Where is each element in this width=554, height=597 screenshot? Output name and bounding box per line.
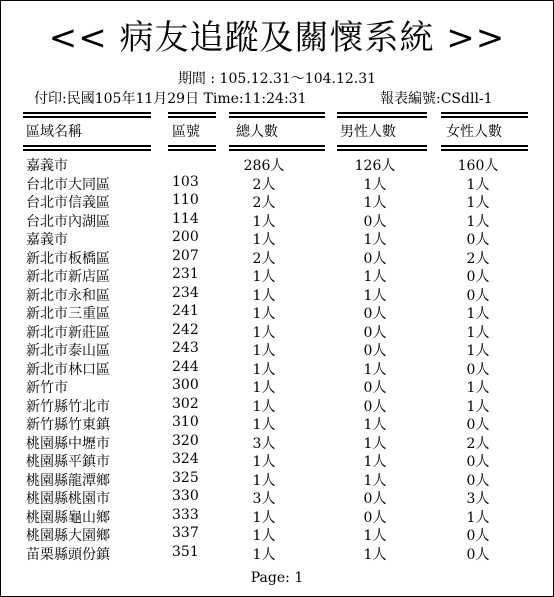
header-total-count: 總人數	[236, 124, 278, 140]
rule-top-female-2	[441, 116, 528, 118]
region-name-cell: 新北市新店區	[26, 269, 110, 285]
total-count-cell: 1人	[252, 398, 276, 415]
region-code-cell: 200	[172, 229, 199, 245]
total-count-cell: 2人	[252, 176, 276, 193]
table-row	[0, 174, 554, 193]
total-count-cell: 1人	[252, 343, 276, 359]
male-count-cell: 0人	[363, 324, 387, 341]
total-count-cell: 1人	[252, 306, 276, 322]
region-code-cell: 231	[172, 266, 199, 282]
region-name-cell: 新北市三重區	[26, 306, 110, 322]
table-row	[0, 266, 554, 285]
table-row	[0, 451, 554, 470]
rule-top-code-2	[168, 116, 216, 118]
region-code-cell: 337	[172, 525, 199, 541]
total-count-cell: 286人	[243, 158, 285, 174]
region-name-cell: 新竹縣竹北市	[26, 398, 110, 415]
female-count-cell: 0人	[466, 361, 490, 378]
male-count-cell: 1人	[363, 195, 387, 211]
region-code-cell: 300	[172, 377, 199, 393]
total-count-cell: 3人	[252, 435, 276, 452]
female-count-cell: 0人	[466, 269, 490, 285]
female-count-cell: 3人	[466, 491, 490, 507]
region-code-cell: 110	[172, 192, 199, 208]
female-count-cell: 160人	[457, 158, 499, 174]
male-count-cell: 1人	[363, 269, 387, 285]
region-name-cell: 新竹縣竹東鎮	[26, 417, 110, 433]
female-count-cell: 1人	[466, 306, 490, 322]
region-name-cell: 台北市信義區	[26, 195, 110, 211]
table-row	[0, 340, 554, 359]
rule-bottom-name-1	[23, 145, 151, 147]
table-row	[0, 414, 554, 433]
total-count-cell: 1人	[252, 213, 276, 230]
male-count-cell: 0人	[363, 491, 387, 507]
report-code: 報表編號:CSdll-1	[380, 91, 493, 107]
rule-top-code-1	[168, 112, 216, 114]
rule-bottom-female-2	[441, 149, 528, 151]
region-code-cell: 302	[172, 395, 199, 412]
region-code-cell: 103	[172, 173, 199, 190]
female-count-cell: 1人	[466, 343, 490, 359]
region-name-cell: 新北市林口區	[26, 361, 110, 378]
female-count-cell: 0人	[466, 546, 490, 563]
rule-bottom-code-2	[168, 149, 216, 151]
rule-bottom-female-1	[441, 145, 528, 147]
rule-top-male-1	[337, 112, 427, 114]
male-count-cell: 1人	[363, 528, 387, 544]
table-row	[0, 248, 554, 267]
region-code-cell: 320	[172, 432, 199, 449]
female-count-cell: 1人	[466, 380, 490, 396]
rule-top-name-2	[23, 116, 151, 118]
header-female-count: 女性人數	[446, 124, 502, 140]
total-count-cell: 1人	[252, 287, 276, 304]
female-count-cell: 1人	[466, 213, 490, 230]
female-count-cell: 0人	[466, 454, 490, 470]
total-count-cell: 1人	[252, 528, 276, 544]
female-count-cell: 1人	[466, 398, 490, 415]
table-row	[0, 303, 554, 322]
region-code-cell: 243	[172, 340, 199, 356]
region-name-cell: 桃園縣龍潭鄉	[26, 472, 110, 489]
male-count-cell: 0人	[363, 398, 387, 415]
report-period: 期間 : 105.12.31～104.12.31	[177, 71, 377, 87]
region-name-cell: 桃園縣龜山鄉	[26, 509, 110, 526]
male-count-cell: 1人	[363, 361, 387, 378]
region-code-cell: 207	[172, 247, 199, 264]
region-name-cell: 嘉義市	[26, 158, 68, 174]
region-code-cell: 351	[172, 543, 199, 560]
rule-bottom-total-2	[229, 149, 325, 151]
female-count-cell: 1人	[466, 324, 490, 341]
table-row	[0, 285, 554, 304]
print-info: 付印:民國105年11月29日 Time:11:24:31	[34, 91, 307, 107]
table-row	[0, 470, 554, 489]
rule-bottom-name-2	[23, 149, 151, 151]
table-row	[0, 229, 554, 248]
table-row	[0, 433, 554, 452]
page-number: Page: 1	[250, 570, 304, 586]
female-count-cell: 1人	[466, 509, 490, 526]
male-count-cell: 1人	[363, 454, 387, 470]
female-count-cell: 1人	[466, 176, 490, 193]
table-row	[0, 396, 554, 415]
male-count-cell: 1人	[363, 472, 387, 489]
male-count-cell: 126人	[354, 158, 396, 174]
male-count-cell: 0人	[363, 250, 387, 267]
total-count-cell: 1人	[252, 509, 276, 526]
region-code-cell: 234	[172, 284, 199, 301]
region-name-cell: 桃園縣平鎮市	[26, 454, 110, 470]
total-count-cell: 1人	[252, 361, 276, 378]
region-code-cell: 333	[172, 506, 199, 523]
total-count-cell: 1人	[252, 269, 276, 285]
region-name-cell: 新竹市	[26, 380, 68, 396]
region-name-cell: 嘉義市	[26, 232, 68, 248]
data-table-body	[0, 155, 554, 562]
region-code-cell: 244	[172, 358, 199, 375]
region-code-cell: 330	[172, 488, 199, 504]
region-code-cell: 242	[172, 321, 199, 338]
male-count-cell: 0人	[363, 343, 387, 359]
rule-bottom-male-1	[337, 145, 427, 147]
region-name-cell: 新北市永和區	[26, 287, 110, 304]
female-count-cell: 2人	[466, 250, 490, 267]
table-row	[0, 359, 554, 378]
total-count-cell: 1人	[252, 232, 276, 248]
region-name-cell: 桃園縣大園鄉	[26, 528, 110, 544]
rule-top-total-1	[229, 112, 325, 114]
female-count-cell: 0人	[466, 528, 490, 544]
region-name-cell: 桃園縣中壢市	[26, 435, 110, 452]
table-row	[0, 488, 554, 507]
region-name-cell: 台北市大同區	[26, 176, 110, 193]
region-code-cell: 310	[172, 414, 199, 430]
table-row	[0, 192, 554, 211]
male-count-cell: 1人	[363, 417, 387, 433]
region-name-cell: 桃園縣桃園市	[26, 491, 110, 507]
table-row	[0, 377, 554, 396]
rule-top-male-2	[337, 116, 427, 118]
rule-bottom-total-1	[229, 145, 325, 147]
male-count-cell: 0人	[363, 306, 387, 322]
total-count-cell: 1人	[252, 454, 276, 470]
region-code-cell: 325	[172, 469, 199, 486]
male-count-cell: 1人	[363, 232, 387, 248]
rule-bottom-male-2	[337, 149, 427, 151]
rule-top-name-1	[23, 112, 151, 114]
total-count-cell: 2人	[252, 195, 276, 211]
table-row	[0, 155, 554, 174]
region-code-cell: 324	[172, 451, 199, 467]
female-count-cell: 0人	[466, 472, 490, 489]
male-count-cell: 1人	[363, 546, 387, 563]
region-name-cell: 新北市新莊區	[26, 324, 110, 341]
female-count-cell: 0人	[466, 232, 490, 248]
female-count-cell: 0人	[466, 417, 490, 433]
table-row	[0, 322, 554, 341]
region-code-cell: 241	[172, 303, 199, 319]
rule-top-female-1	[441, 112, 528, 114]
region-name-cell: 新北市泰山區	[26, 343, 110, 359]
rule-top-total-2	[229, 116, 325, 118]
region-code-cell: 114	[172, 210, 199, 227]
report-title: << 病友追蹤及關懷系統 >>	[48, 18, 506, 58]
header-male-count: 男性人數	[340, 124, 396, 140]
total-count-cell: 1人	[252, 417, 276, 433]
region-name-cell: 台北市內湖區	[26, 213, 110, 230]
total-count-cell: 1人	[252, 546, 276, 563]
total-count-cell: 1人	[252, 380, 276, 396]
male-count-cell: 1人	[363, 287, 387, 304]
male-count-cell: 0人	[363, 380, 387, 396]
male-count-cell: 1人	[363, 435, 387, 452]
rule-bottom-code-1	[168, 145, 216, 147]
total-count-cell: 1人	[252, 472, 276, 489]
table-row	[0, 544, 554, 563]
header-region-code: 區號	[172, 124, 200, 140]
header-region-name: 區域名稱	[26, 124, 82, 140]
region-name-cell: 新北市板橋區	[26, 250, 110, 267]
male-count-cell: 0人	[363, 509, 387, 526]
female-count-cell: 0人	[466, 287, 490, 304]
male-count-cell: 1人	[363, 176, 387, 193]
table-row	[0, 507, 554, 526]
total-count-cell: 3人	[252, 491, 276, 507]
female-count-cell: 2人	[466, 435, 490, 452]
female-count-cell: 1人	[466, 195, 490, 211]
total-count-cell: 1人	[252, 324, 276, 341]
male-count-cell: 0人	[363, 213, 387, 230]
total-count-cell: 2人	[252, 250, 276, 267]
region-name-cell: 苗栗縣頭份鎮	[26, 546, 110, 563]
table-row	[0, 525, 554, 544]
table-row	[0, 211, 554, 230]
